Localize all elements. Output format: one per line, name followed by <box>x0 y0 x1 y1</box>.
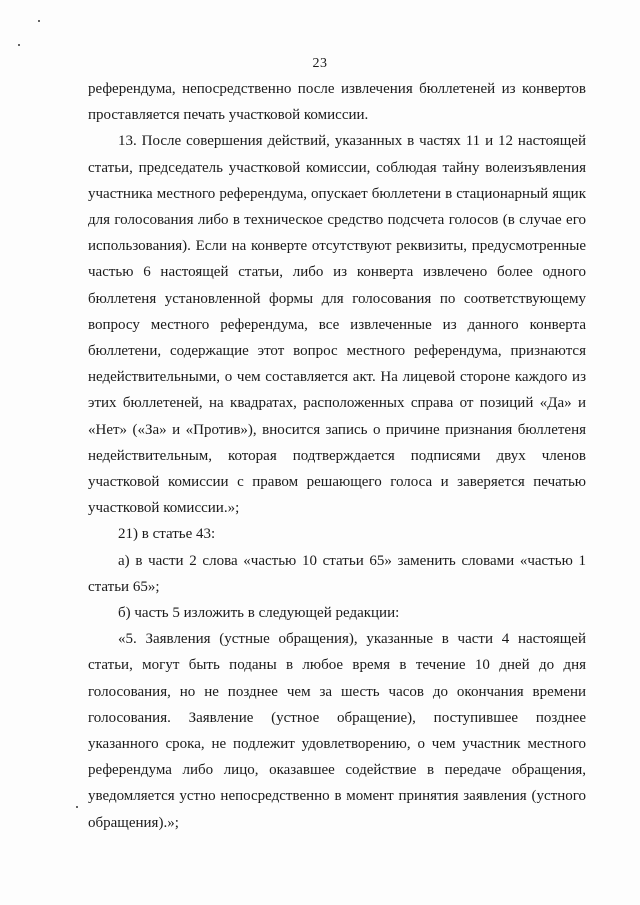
paragraph-item-13: 13. После совершения действий, указанных в частях 11 и 12 настоящей статьи, председатель участковой комиссии, соблюдая тайну волеизъявления участника местного референдума, опускает бюллетени в стационарный ящик для голосования либо в техническое средство подсчета голосов (в случае его использования). Если на конверте отсутствуют реквизиты, предусмотренные частью 6 настоящей статьи, либо из конверта извлечено более одного бюллетеня установленной формы для голосования по соответствующему вопросу местного референдума, все извлеченные из данного конверта бюллетени, содержащие этот вопрос местного референдума, признаются недействительными, о чем составляется акт. На лицевой стороне каждого из этих бюллетеней, на квадратах, расположенных справа от позиций «Да» и «Нет» («За» и «Против»), вносится запись о причине признания бюллетеня недействительным, которая подтверждается подписями двух членов участковой комиссии с правом решающего голоса и заверяется печатью участковой комиссии.»; <box>88 133 586 517</box>
paragraph-continuation: референдума, непосредственно после извлечения бюллетеней из конвертов проставляется печать участковой комиссии. <box>88 81 586 124</box>
paragraph-subitem-b: б) часть 5 изложить в следующей редакции: <box>118 605 400 622</box>
paragraph-item-21: 21) в статье 43: <box>118 526 216 543</box>
paragraph-subitem-a: а) в части 2 слова «частью 10 статьи 65» заменить словами «частью 1 статьи 65»; <box>88 552 586 595</box>
paragraph-new-part-5: «5. Заявления (устные обращения), указанные в части 4 настоящей статьи, могут быть поданы в любое время в течение 10 дней до дня голосования, но не позднее чем за шесть часов до окончания времени голосования. Заявление (устное обращение), поступившее позднее указанного срока, не подлежит удовлетворению, о чем участник местного референдума либо лицо, оказавшее содействие в передаче обращения, уведомляется устно непосредственно в момент принятия заявления (устного обращения).»; <box>88 631 586 831</box>
page-number: 23 <box>312 56 328 71</box>
scan-speck <box>18 44 20 46</box>
scan-speck <box>76 806 78 808</box>
document-body <box>88 76 586 836</box>
scan-speck <box>38 20 40 22</box>
